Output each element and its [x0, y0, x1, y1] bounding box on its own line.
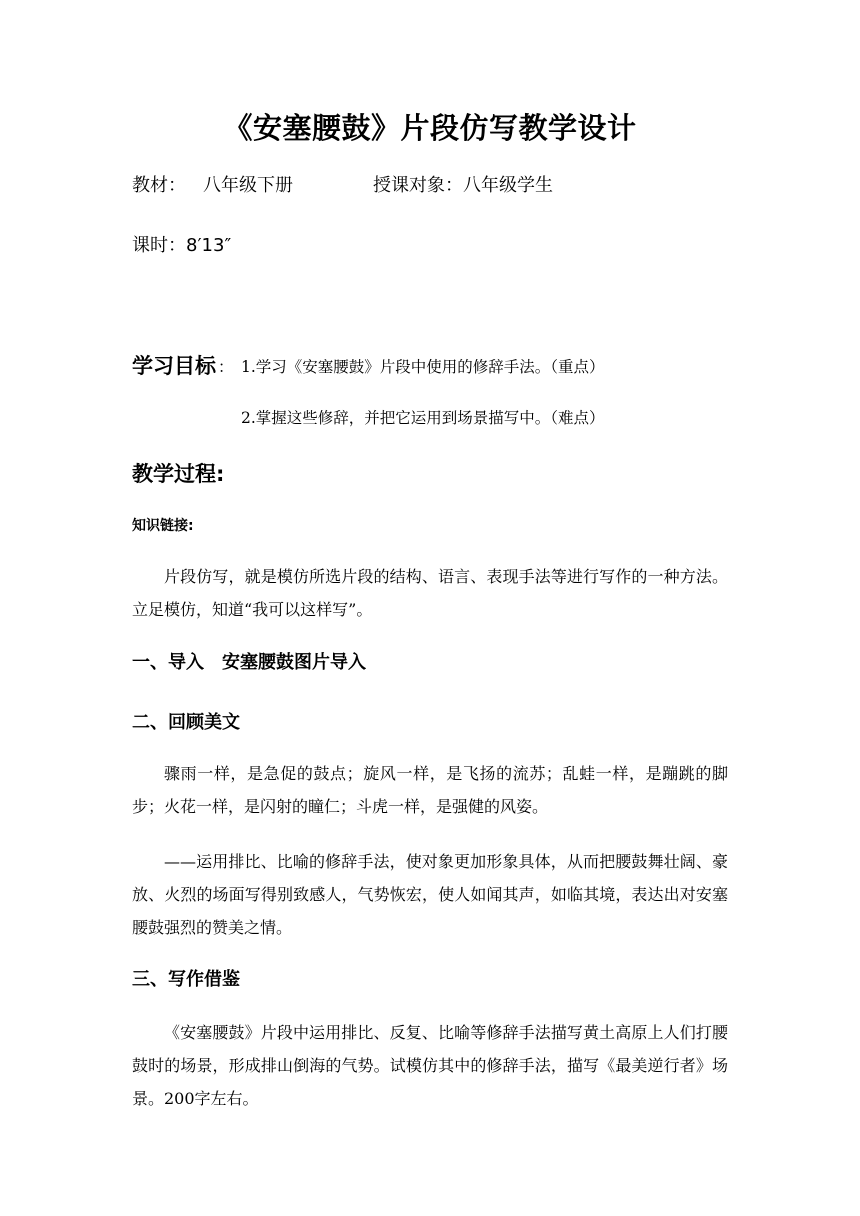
- section-1-heading: 一、导入 安塞腰鼓图片导入: [132, 652, 366, 673]
- knowledge-label: 知识链接:: [132, 518, 194, 534]
- goals-heading: 学习目标: [132, 354, 216, 378]
- audience-label: 授课对象：: [373, 175, 463, 196]
- section-2-heading: 二、回顾美文: [132, 712, 240, 733]
- section-2-paragraph-1: 骤雨一样，是急促的鼓点；旋风一样，是飞扬的流苏；乱蛙一样，是蹦跳的脚步；火花一样，是闪射的瞳仁；斗虎一样，是强健的风姿。: [132, 764, 728, 816]
- duration-label: 课时：: [132, 235, 186, 256]
- material-value: 八年级下册: [203, 175, 293, 196]
- duration-value: 8′13″: [186, 235, 232, 256]
- goal-item-2: 2.掌握这些修辞，并把它运用到场景描写中。（难点）: [241, 409, 605, 427]
- section-3-paragraph-1: 《安塞腰鼓》片段中运用排比、反复、比喻等修辞手法描写黄土高原上人们打腰鼓时的场景，形成排山倒海的气势。试模仿其中的修辞手法，描写《最美逆行者》场景。200字左右。: [132, 1023, 728, 1108]
- audience-value: 八年级学生: [463, 175, 553, 196]
- process-heading: 教学过程:: [132, 462, 225, 486]
- goal-item-1: 1.学习《安塞腰鼓》片段中使用的修辞手法。（重点）: [241, 358, 605, 376]
- goals-colon: ：: [218, 358, 234, 376]
- section-2-paragraph-2: ——运用排比、比喻的修辞手法，使对象更加形象具体，从而把腰鼓舞壮阔、豪放、火烈的场面写得别致感人，气势恢宏，使人如闻其声，如临其境，表达出对安塞腰鼓强烈的赞美之情。: [132, 852, 728, 937]
- material-label: 教材：: [132, 175, 186, 196]
- document-title: 《安塞腰鼓》片段仿写教学设计: [223, 111, 637, 145]
- knowledge-paragraph: 片段仿写，就是模仿所选片段的结构、语言、表现手法等进行写作的一种方法。立足模仿，知道“我可以这样写”。: [132, 567, 728, 619]
- section-3-heading: 三、写作借鉴: [132, 969, 240, 990]
